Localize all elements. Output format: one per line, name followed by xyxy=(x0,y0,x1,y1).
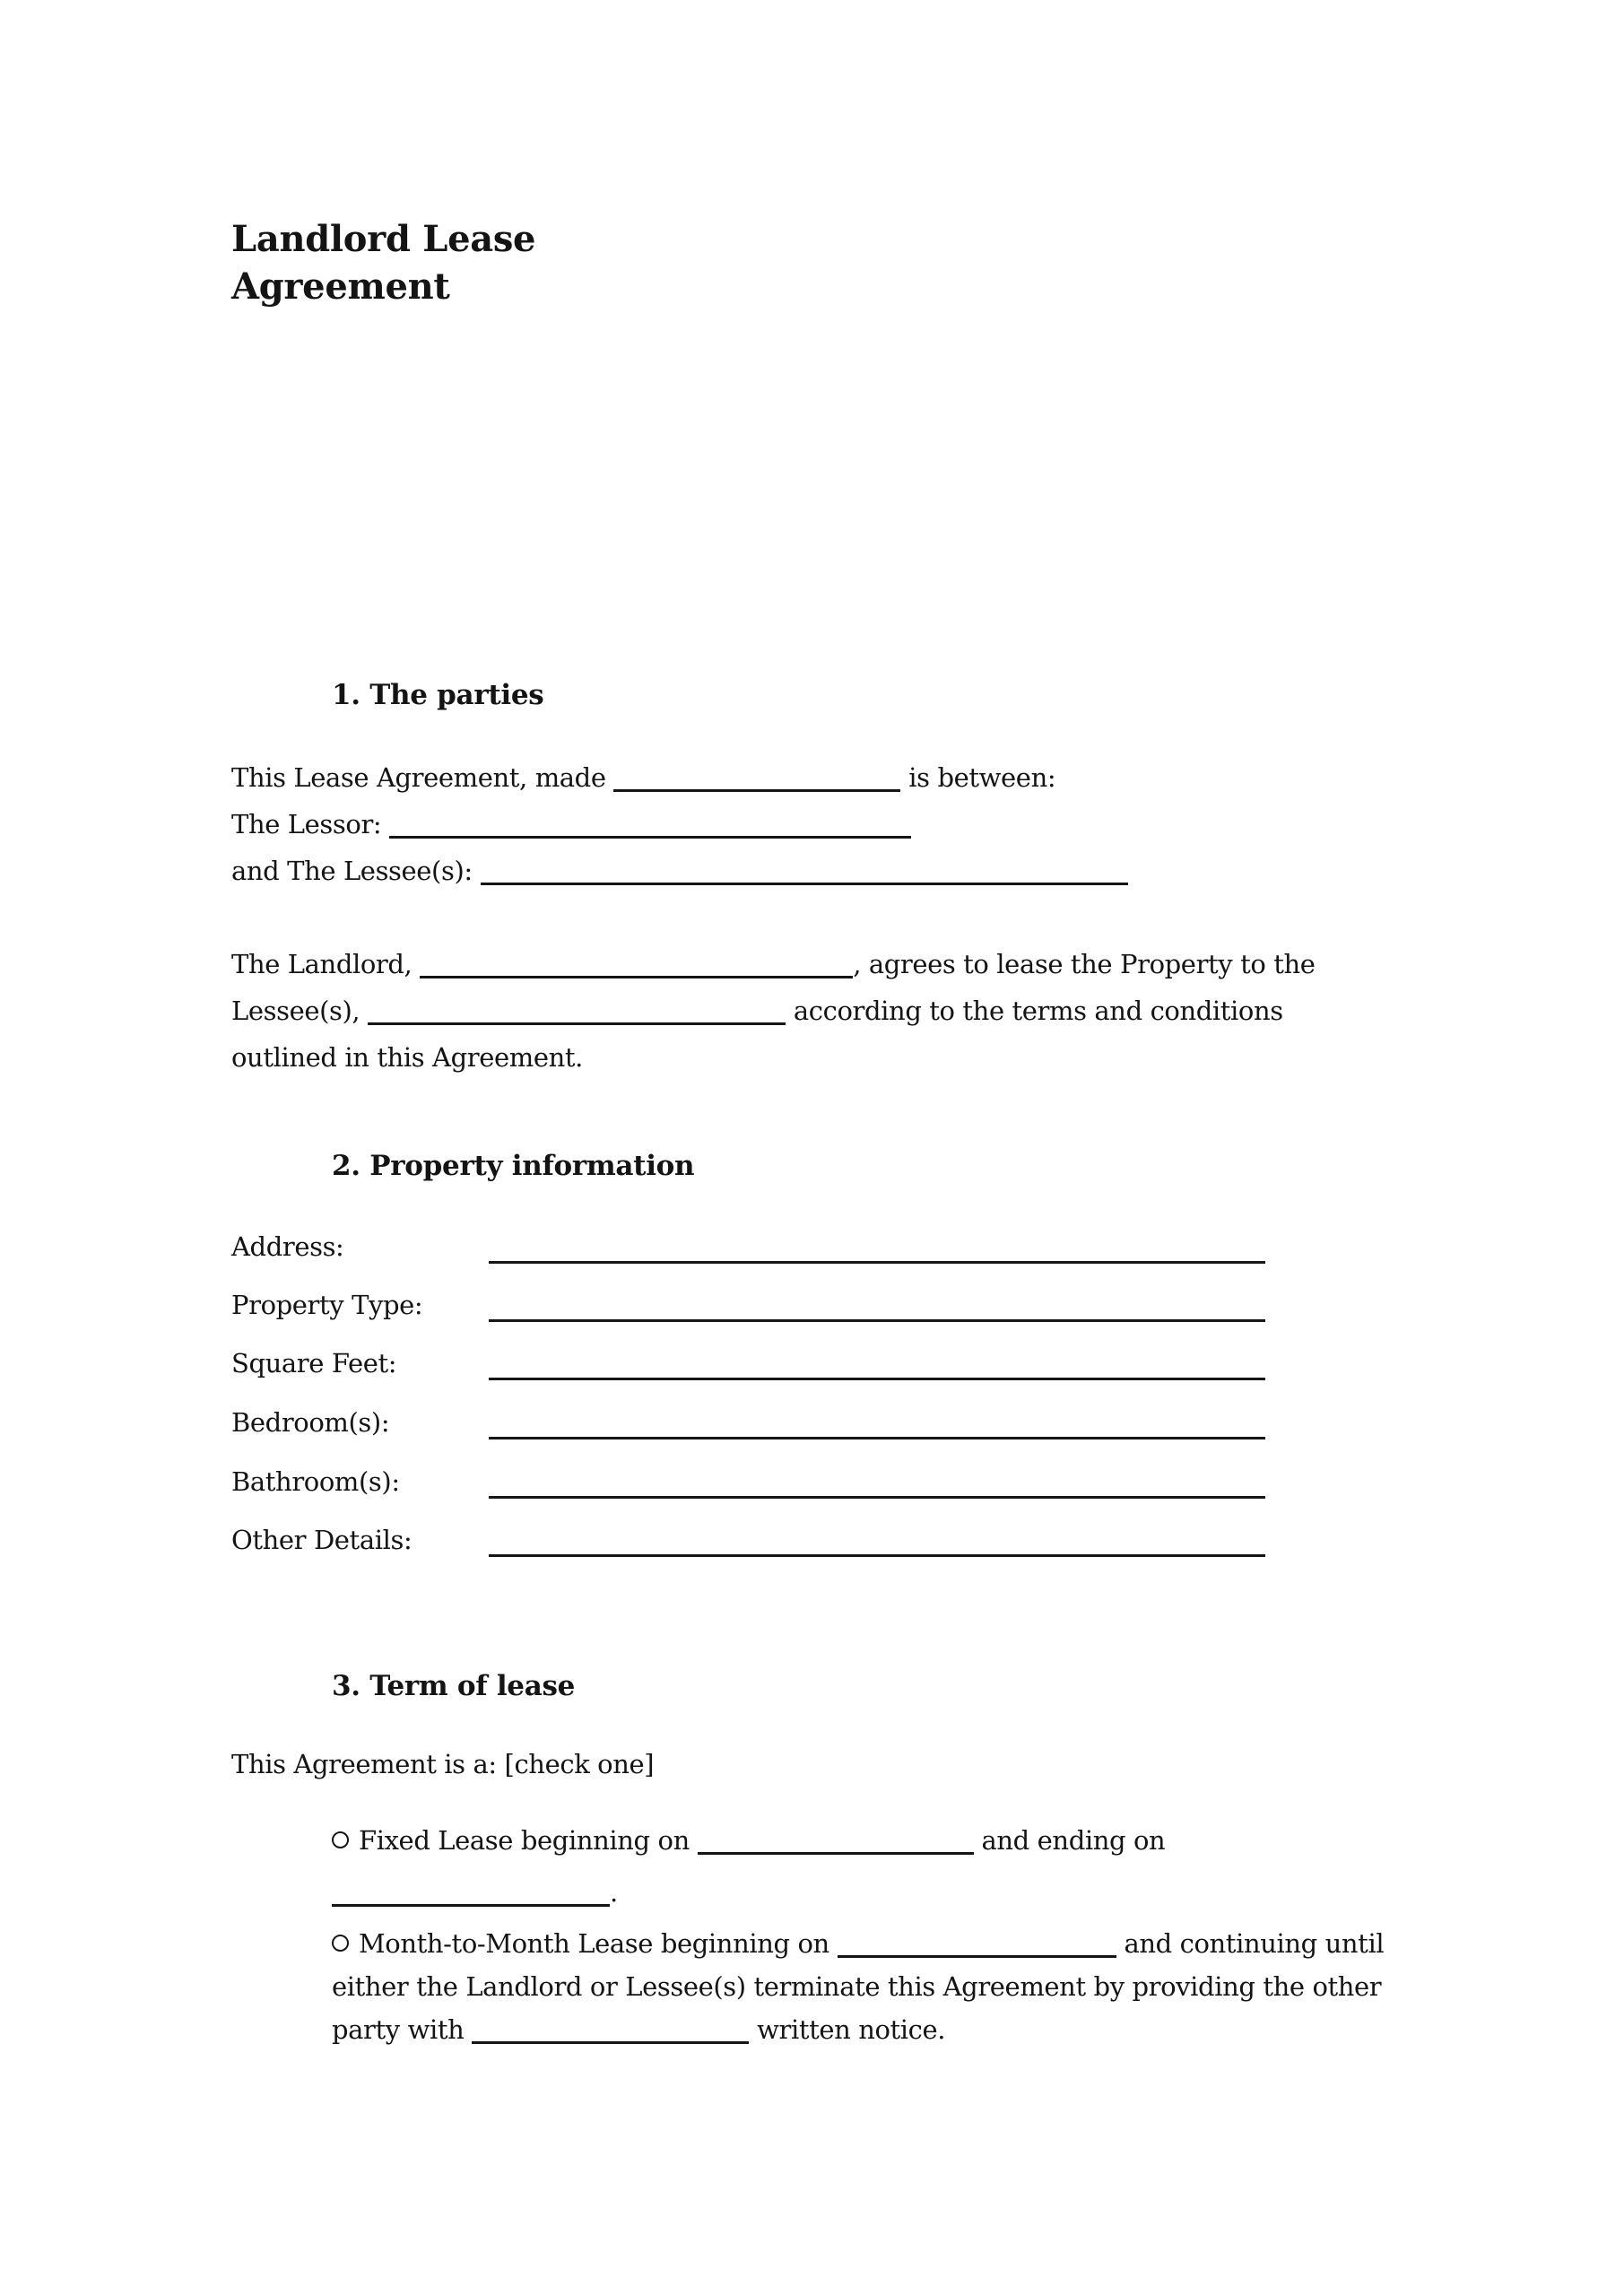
field-row-square-feet xyxy=(231,1345,1393,1385)
text-landlord-post: , agrees to lease the Property to the xyxy=(853,949,1316,979)
section-3-heading: 3. Term of lease xyxy=(332,1670,576,1702)
blank-m2m-begin-date xyxy=(838,1928,1116,1958)
field-row-other-details xyxy=(231,1522,1393,1561)
field-row-address xyxy=(231,1229,1393,1268)
radio-circle-icon xyxy=(332,1831,349,1848)
fixed-lease-option-line-2 xyxy=(332,1874,618,1910)
blank-property-type xyxy=(489,1319,1265,1322)
text-made-post: is between: xyxy=(908,762,1056,793)
blank-fixed-end-date xyxy=(332,1877,610,1907)
text-fixed-post: and ending on xyxy=(981,1825,1166,1856)
blank-lessor-name xyxy=(389,809,911,839)
text-outlined: outlined in this Agreement. xyxy=(231,1042,583,1073)
parties-line-lessor xyxy=(231,806,911,842)
field-row-bedrooms xyxy=(231,1405,1393,1444)
text-written-notice: written notice. xyxy=(757,2014,946,2045)
m2m-lease-option-line-2 xyxy=(332,1969,1381,2005)
landlord-paragraph-line-2 xyxy=(231,993,1283,1029)
blank-made-date xyxy=(613,762,900,792)
fixed-lease-option-line-1 xyxy=(332,1822,1165,1858)
m2m-lease-option-line-3 xyxy=(332,2012,945,2048)
blank-other-details xyxy=(489,1554,1265,1557)
blank-landlord-name xyxy=(420,949,853,978)
blank-fixed-begin-date xyxy=(698,1825,974,1855)
field-label-bathrooms: Bathroom(s): xyxy=(231,1466,400,1497)
text-lessee-label: and The Lessee(s): xyxy=(231,856,473,886)
text-m2m-terminate: either the Landlord or Lessee(s) terminate this Agreement by providing the other xyxy=(332,1971,1382,2002)
blank-lessee2-name xyxy=(368,996,786,1025)
text-lessee2-pre: Lessee(s), xyxy=(231,996,360,1026)
field-row-bathrooms xyxy=(231,1464,1393,1503)
blank-lessee-name xyxy=(481,856,1128,885)
landlord-paragraph-line-1 xyxy=(231,946,1316,982)
term-intro-line xyxy=(231,1746,654,1782)
blank-square-feet xyxy=(489,1378,1265,1380)
field-label-address: Address: xyxy=(231,1231,344,1262)
text-m2m-pre: Month-to-Month Lease beginning on xyxy=(359,1928,829,1959)
text-term-intro: This Agreement is a: [check one] xyxy=(231,1749,655,1779)
radio-circle-icon xyxy=(332,1935,349,1952)
field-label-other-details: Other Details: xyxy=(231,1525,413,1555)
field-label-bedrooms: Bedroom(s): xyxy=(231,1407,390,1438)
field-row-property-type xyxy=(231,1287,1393,1326)
m2m-lease-option-line-1 xyxy=(332,1926,1384,1961)
text-party-with: party with xyxy=(332,2014,465,2045)
blank-bathrooms xyxy=(489,1496,1265,1499)
document-title: Landlord Lease Agreement xyxy=(231,218,536,308)
field-label-property-type: Property Type: xyxy=(231,1290,423,1320)
section-1-heading: 1. The parties xyxy=(332,679,544,711)
text-lessor-label: The Lessor: xyxy=(231,809,382,839)
field-label-square-feet: Square Feet: xyxy=(231,1348,397,1378)
text-made-pre: This Lease Agreement, made xyxy=(231,762,606,793)
blank-address xyxy=(489,1261,1265,1264)
text-lessee2-post: according to the terms and conditions xyxy=(793,996,1283,1026)
blank-notice-period xyxy=(472,2014,749,2044)
parties-line-made xyxy=(231,760,1055,796)
section-2-heading: 2. Property information xyxy=(332,1150,695,1182)
blank-bedrooms xyxy=(489,1437,1265,1439)
text-fixed-pre: Fixed Lease beginning on xyxy=(359,1825,690,1856)
text-fixed-period: . xyxy=(610,1877,618,1908)
text-landlord-pre: The Landlord, xyxy=(231,949,413,979)
landlord-paragraph-line-3 xyxy=(231,1039,583,1075)
text-m2m-post: and continuing until xyxy=(1124,1928,1385,1959)
parties-line-lessee xyxy=(231,853,1128,889)
